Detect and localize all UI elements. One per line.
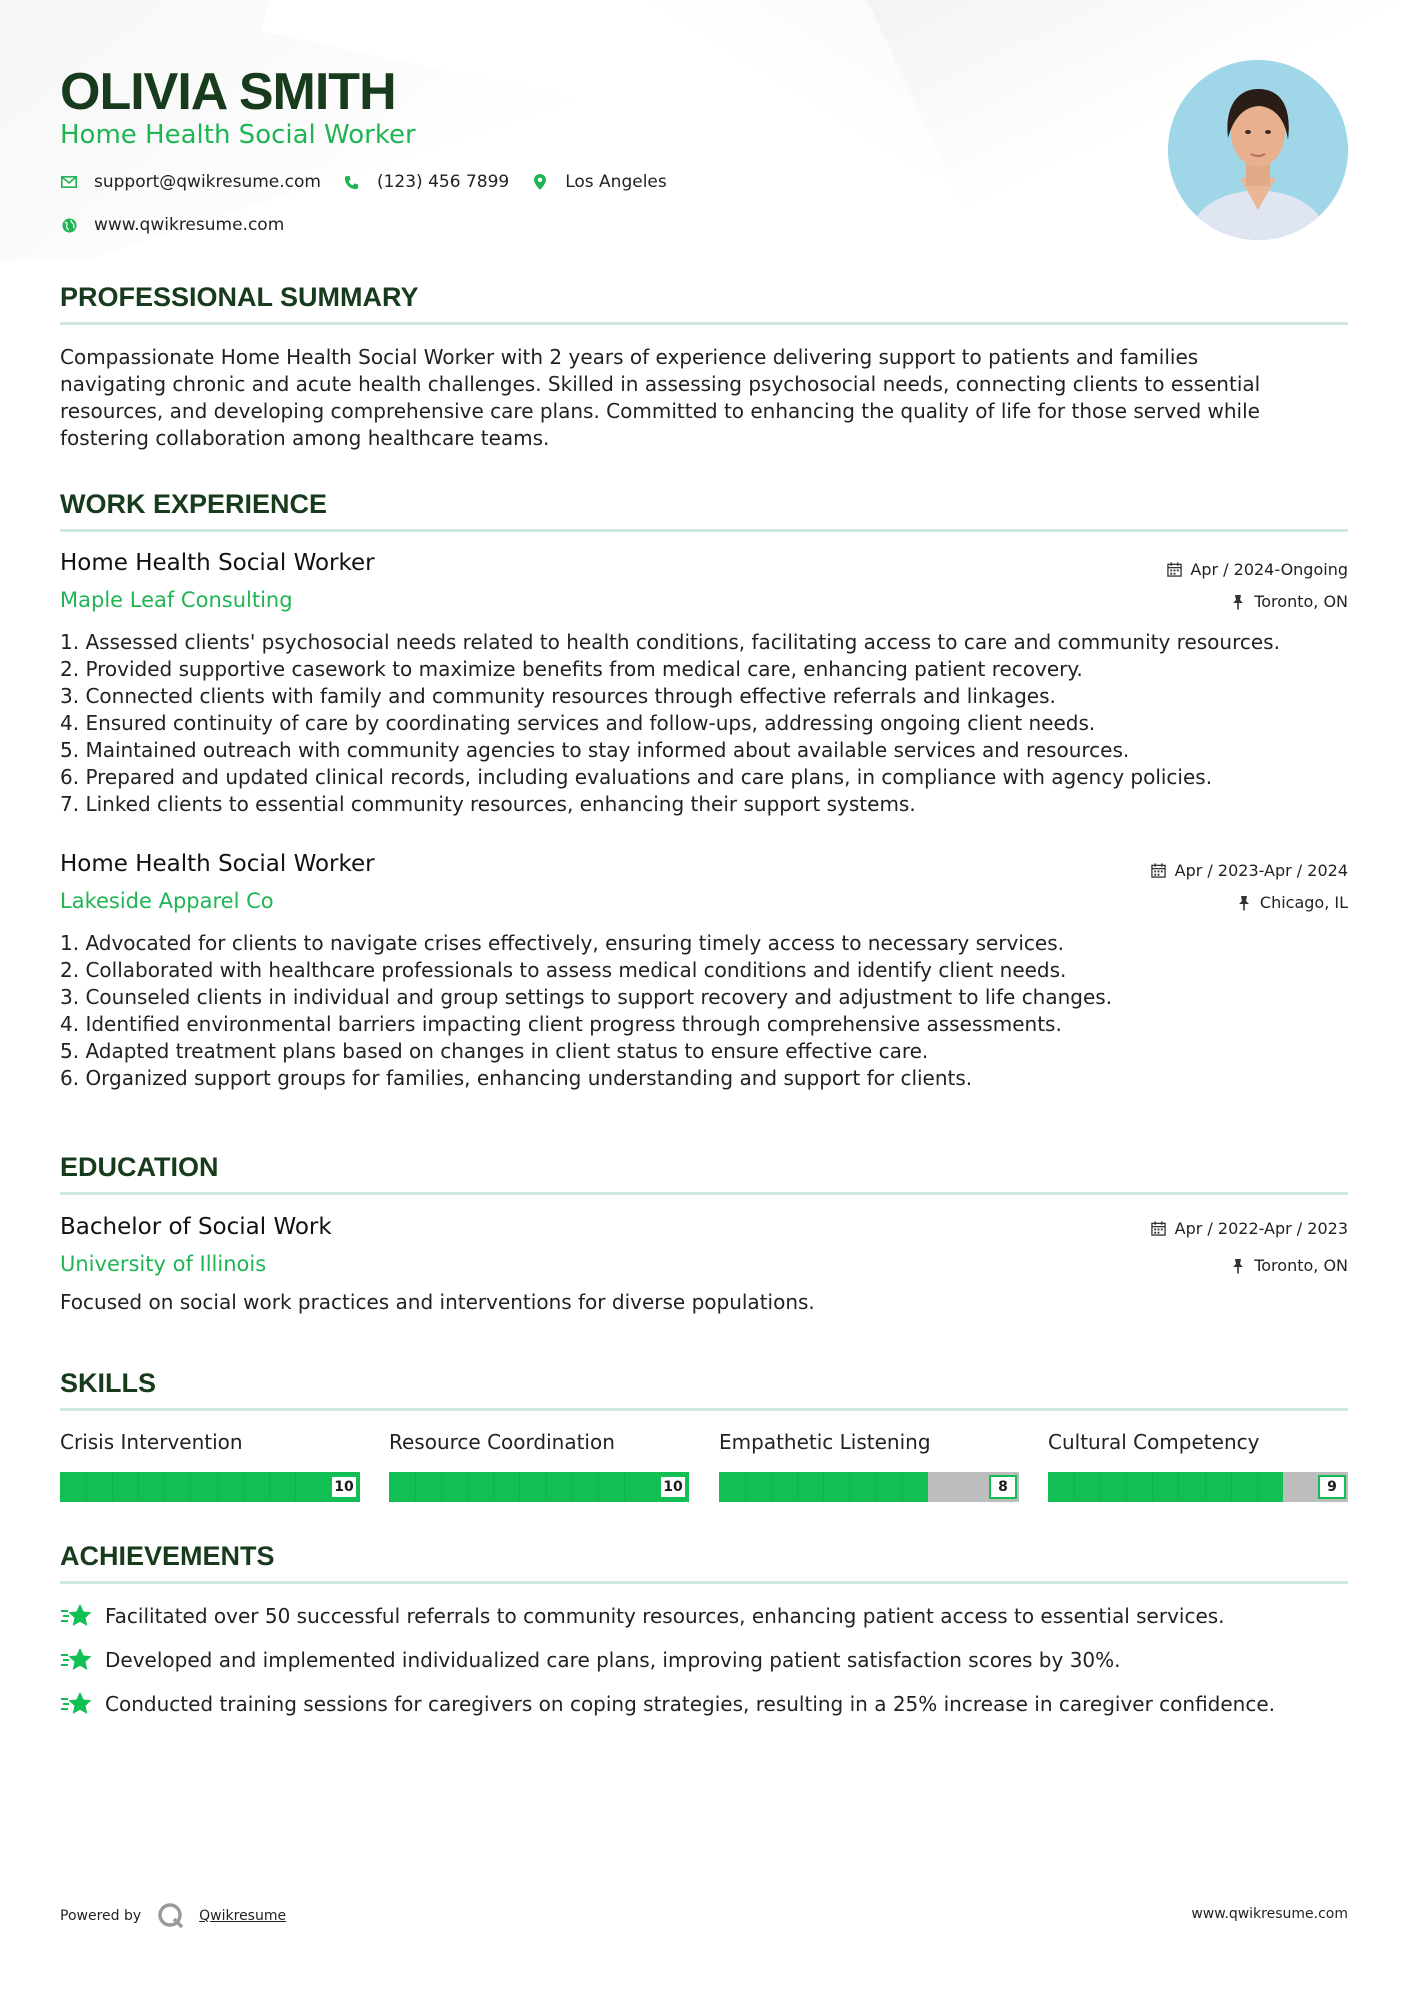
section-divider: [60, 1192, 1348, 1195]
list-item: 4. Ensured continuity of care by coordinating services and follow-ups, addressing ongoing client needs.: [60, 711, 1096, 735]
phone-icon: [343, 173, 361, 191]
degree-title: Bachelor of Social Work: [60, 1214, 332, 1240]
education-dates: Apr / 2022-Apr / 2023: [1151, 1219, 1348, 1238]
skill-bar-segment: [745, 1472, 746, 1502]
list-item: 7. Linked clients to essential community resources, enhancing their support systems.: [60, 792, 916, 816]
footer-powered-by: Powered by Qwikresume: [60, 1902, 286, 1930]
footer-url[interactable]: www.qwikresume.com: [1191, 1906, 1348, 1922]
skill-bar-segment: [1152, 1472, 1153, 1502]
contact-row: [60, 172, 689, 192]
skill-bar-segment: [849, 1472, 850, 1502]
star-award-icon: [60, 1603, 92, 1629]
section-divider: [60, 529, 1348, 532]
skill-name: Resource Coordination: [389, 1430, 615, 1454]
skill-bar-segment: [546, 1472, 547, 1502]
job-title: Home Health Social Worker: [60, 851, 375, 877]
list-item: 3. Connected clients with family and community resources through effective referrals and linkages.: [60, 684, 1056, 708]
summary-heading: PROFESSIONAL SUMMARY: [60, 282, 419, 312]
list-item: 4. Identified environmental barriers impacting client progress through comprehensive assessments.: [60, 1012, 1062, 1036]
skill-bar-segment: [217, 1472, 218, 1502]
calendar-icon: [1166, 562, 1182, 578]
skill-bar-segment: [624, 1472, 625, 1502]
skill-name: Cultural Competency: [1048, 1430, 1260, 1454]
skill-bar-segment: [797, 1472, 798, 1502]
profile-photo: [1168, 60, 1348, 240]
school-name: University of Illinois: [60, 1252, 267, 1276]
location-text: Los Angeles: [565, 172, 667, 192]
website-row: [60, 215, 306, 235]
skill-bar-segment: [1074, 1472, 1075, 1502]
job-bullets: [60, 930, 1360, 1092]
achievement-item: Conducted training sessions for caregivers on coping strategies, resulting in a 25% increase in caregiver confidence.: [60, 1691, 1275, 1717]
job-dates: Apr / 2024-Ongoing: [1166, 560, 1348, 579]
skill-bar-segment: [269, 1472, 270, 1502]
qwikresume-link[interactable]: Qwikresume: [199, 1908, 287, 1924]
pushpin-icon: [1236, 895, 1252, 911]
skill-bar-fill: [389, 1472, 689, 1502]
skills-heading: SKILLS: [60, 1368, 157, 1398]
skill-level-badge: 9: [1318, 1475, 1346, 1499]
list-item: 1. Advocated for clients to navigate crises effectively, ensuring timely access to necessary services.: [60, 931, 1064, 955]
skill-bar-segment: [572, 1472, 573, 1502]
list-item: 6. Prepared and updated clinical records, including evaluations and care plans, in compliance with agency policies.: [60, 765, 1213, 789]
achievement-item: Facilitated over 50 successful referrals to community resources, enhancing patient access to essential services.: [60, 1603, 1225, 1629]
list-item: 5. Adapted treatment plans based on changes in client status to ensure effective care.: [60, 1039, 929, 1063]
star-award-icon: [60, 1691, 92, 1717]
contact-location: [531, 172, 667, 192]
skill-bar: [389, 1472, 689, 1502]
achievement-item: Developed and implemented individualized care plans, improving patient satisfaction scores by 30%.: [60, 1647, 1121, 1673]
skill-bar: [1048, 1472, 1348, 1502]
candidate-name: OLIVIA SMITH: [60, 63, 396, 121]
job-bullets: [60, 629, 1360, 818]
skill-bar-segment: [1178, 1472, 1179, 1502]
skill-bar-segment: [138, 1472, 139, 1502]
skill-bar-segment: [415, 1472, 416, 1502]
skill-bar-segment: [1231, 1472, 1232, 1502]
candidate-title: Home Health Social Worker: [60, 120, 416, 150]
contact-phone[interactable]: [343, 172, 509, 192]
education-description: Focused on social work practices and interventions for diverse populations.: [60, 1290, 815, 1314]
list-item: 1. Assessed clients' psychosocial needs related to health conditions, facilitating access to care and community resources.: [60, 630, 1280, 654]
phone-text: (123) 456 7899: [376, 172, 510, 192]
contact-website[interactable]: [60, 215, 284, 235]
skill-bar-segment: [190, 1472, 191, 1502]
skill-name: Empathetic Listening: [719, 1430, 931, 1454]
star-award-icon: [60, 1647, 92, 1673]
skill-bar-segment: [902, 1472, 903, 1502]
skill-level-badge: 10: [659, 1475, 687, 1499]
list-item: 6. Organized support groups for families, enhancing understanding and support for clients.: [60, 1066, 973, 1090]
section-divider: [60, 322, 1348, 325]
skill-bar-segment: [1126, 1472, 1127, 1502]
envelope-icon: [60, 173, 78, 191]
pushpin-icon: [1230, 1258, 1246, 1274]
skill-bar-segment: [112, 1472, 113, 1502]
achievements-heading: ACHIEVEMENTS: [60, 1541, 275, 1571]
skill-bar-segment: [467, 1472, 468, 1502]
skill-empathetic-listening: [719, 1430, 1019, 1495]
skill-name: Crisis Intervention: [60, 1430, 243, 1454]
globe-icon: [60, 216, 78, 234]
skill-bar-segment: [1100, 1472, 1101, 1502]
pushpin-icon: [1230, 594, 1246, 610]
skill-bar-segment: [493, 1472, 494, 1502]
skill-bar-fill: [1048, 1472, 1283, 1502]
skill-bar-segment: [295, 1472, 296, 1502]
list-item: 2. Provided supportive casework to maximize benefits from medical care, enhancing patient recovery.: [60, 657, 1083, 681]
skill-bar-segment: [771, 1472, 772, 1502]
list-item: 2. Collaborated with healthcare professionals to assess medical conditions and identify client needs.: [60, 958, 1067, 982]
list-item: 5. Maintained outreach with community agencies to stay informed about available services and resources.: [60, 738, 1130, 762]
section-divider: [60, 1581, 1348, 1584]
skill-bar: [719, 1472, 1019, 1502]
skill-bar-segment: [86, 1472, 87, 1502]
skill-cultural-competency: [1048, 1430, 1348, 1495]
email-text: support@qwikresume.com: [94, 172, 321, 192]
skill-bar-segment: [876, 1472, 877, 1502]
job-company: Maple Leaf Consulting: [60, 588, 293, 612]
website-text: www.qwikresume.com: [94, 215, 285, 235]
map-pin-icon: [531, 173, 549, 191]
skill-resource-coordination: [389, 1430, 689, 1495]
job-title: Home Health Social Worker: [60, 550, 375, 576]
skill-level-badge: 10: [330, 1475, 358, 1499]
calendar-icon: [1151, 863, 1167, 879]
skill-bar-segment: [243, 1472, 244, 1502]
skill-bar: [60, 1472, 360, 1502]
summary-text: Compassionate Home Health Social Worker with 2 years of experience delivering support to patients and families navigating chronic and acute health challenges. Skilled in assessing psychosocial needs, connecting clients to essential resources, and developing comprehensive care plans. Committed to enhancing the quality of life for those served while fostering collaboration among healthcare teams.: [60, 345, 1261, 450]
education-heading: EDUCATION: [60, 1152, 219, 1182]
education-location: Toronto, ON: [1230, 1256, 1348, 1275]
list-item: 3. Counseled clients in individual and group settings to support recovery and adjustment to life changes.: [60, 985, 1113, 1009]
job-location: Toronto, ON: [1230, 592, 1348, 611]
section-divider: [60, 1408, 1348, 1411]
skill-bar-segment: [519, 1472, 520, 1502]
skill-level-badge: 8: [989, 1475, 1017, 1499]
skill-bar-segment: [164, 1472, 165, 1502]
job-dates: Apr / 2023-Apr / 2024: [1151, 861, 1348, 880]
skill-bar-segment: [1257, 1472, 1258, 1502]
job-company: Lakeside Apparel Co: [60, 889, 274, 913]
skill-bar-segment: [1205, 1472, 1206, 1502]
skill-bar-fill: [60, 1472, 360, 1502]
qwikresume-logo-icon: [157, 1902, 185, 1930]
skill-bar-segment: [823, 1472, 824, 1502]
job-location: Chicago, IL: [1236, 893, 1348, 912]
skill-bar-segment: [441, 1472, 442, 1502]
experience-heading: WORK EXPERIENCE: [60, 489, 328, 519]
skill-bar-segment: [598, 1472, 599, 1502]
calendar-icon: [1151, 1221, 1167, 1237]
skill-crisis-intervention: [60, 1430, 360, 1495]
contact-email[interactable]: [60, 172, 321, 192]
